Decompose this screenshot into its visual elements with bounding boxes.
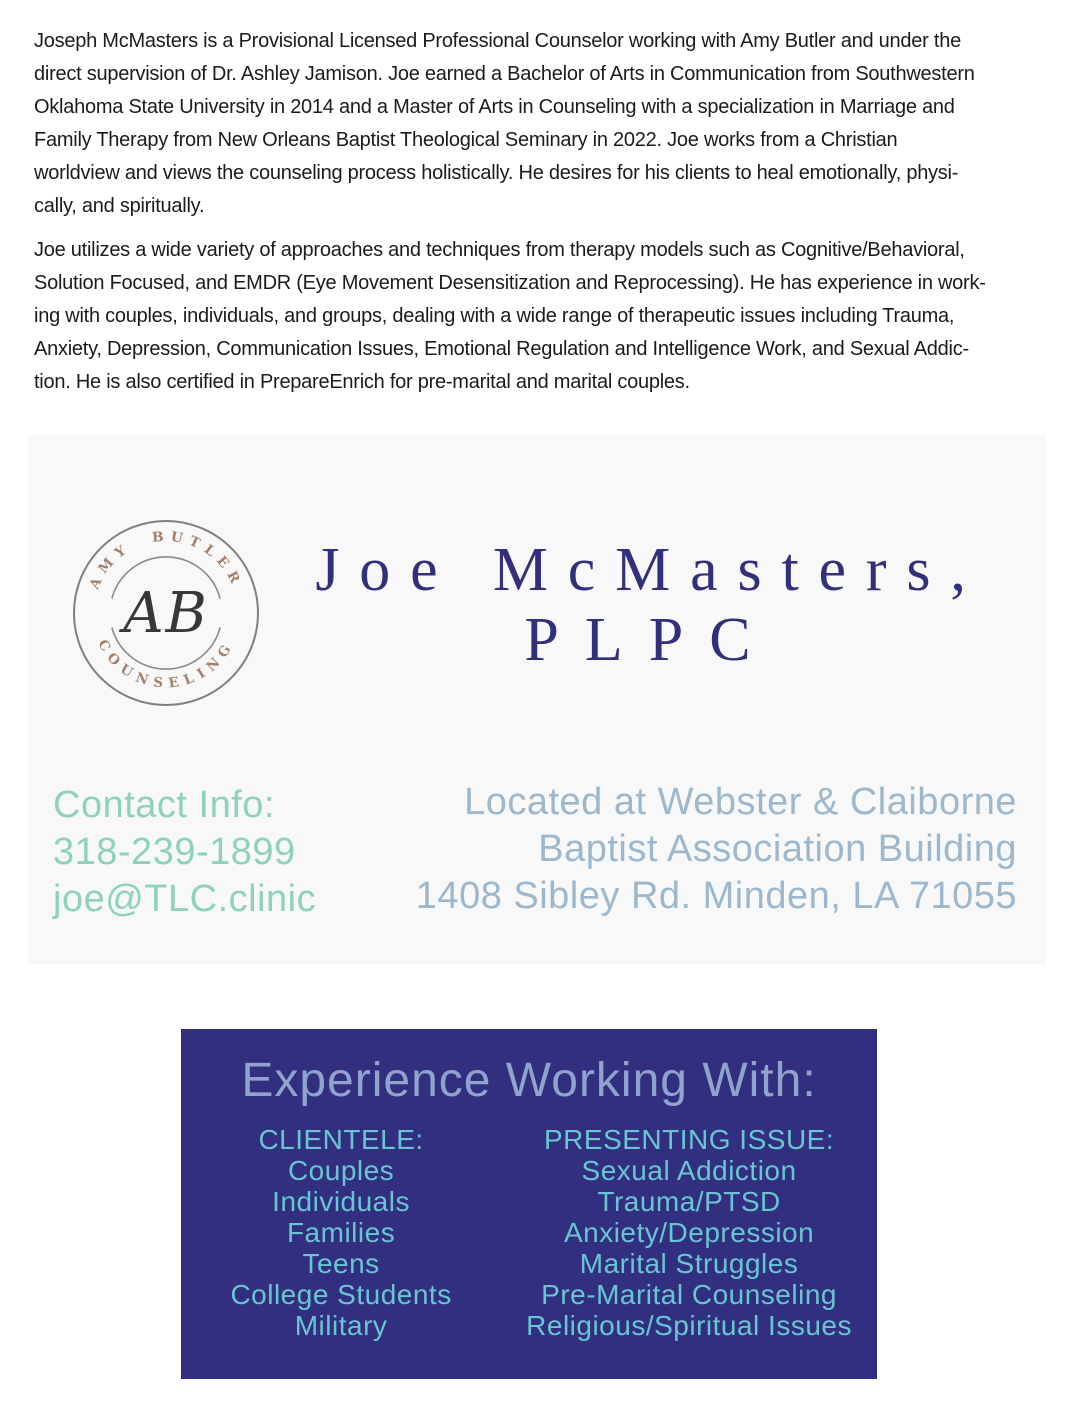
logo-badge-icon [72,519,260,707]
text-line: ing with couples, individuals, and groups, dealing with a wide range of therapeutic issues including Trauma, [34,305,955,327]
experience-box [181,1029,877,1379]
clientele-column [181,1124,501,1341]
text-line: Families [286,1217,396,1248]
contact-email: joe@TLC.clinic [53,878,317,920]
logo-initials: AB [123,581,209,646]
counselor-name-title [263,535,1038,675]
text-line: worldview and views the counseling process holistically. He desires for his clients to heal emotionally, physi- [34,162,959,184]
text-line: Joseph McMasters is a Provisional Licensed Professional Counselor working with Amy Butler and under the [34,30,961,52]
text-line: Individuals [272,1186,410,1217]
bio-section [0,0,1076,399]
experience-columns [181,1124,877,1341]
text-line: Anxiety, Depression, Communication Issues, Emotional Regulation and Intelligence Work, and Sexual Addic- [34,338,969,360]
clientele-header: CLIENTELE: [258,1124,424,1155]
location-address: 1408 Sibley Rd. Minden, LA 71055 [415,875,1017,917]
bio-paragraph-2 [34,234,1056,399]
text-line: Pre-Marital Counseling [541,1279,837,1310]
contact-info-block [53,782,316,923]
text-line: direct supervision of Dr. Ashley Jamison. Joe earned a Bachelor of Arts in Communication from Southwestern [34,63,975,85]
text-line: Solution Focused, and EMDR (Eye Movement Desensitization and Reprocessing). He has experience in work- [34,272,986,294]
text-line: Military [294,1310,388,1341]
text-line: Joe utilizes a wide variety of approaches and techniques from therapy models such as Cognitive/Behavioral, [34,239,965,261]
contact-phone: 318-239-1899 [53,831,296,873]
amy-butler-counseling-logo [72,519,260,707]
text-line: Marital Struggles [579,1248,799,1279]
business-card [28,435,1046,964]
text-line: Anxiety/Depression [563,1217,815,1248]
bio-paragraph-1 [34,25,1056,223]
text-line: Family Therapy from New Orleans Baptist Theological Seminary in 2022. Joe works from a Christian [34,129,898,151]
text-line: cally, and spiritually. [34,195,205,217]
text-line: Oklahoma State University in 2014 and a Master of Arts in Counseling with a specialization in Marriage and [34,96,955,118]
text-line: College Students [230,1279,452,1310]
presenting-issue-list [501,1155,877,1341]
experience-heading: Experience Working With: [241,1054,817,1107]
location-line: Baptist Association Building [538,828,1017,870]
presenting-issue-column [501,1124,877,1341]
text-line: tion. He is also certified in PrepareEnrich for pre-marital and marital couples. [34,371,690,393]
location-line: Located at Webster & Claiborne [464,781,1017,823]
text-line: Teens [302,1248,380,1279]
counselor-name: Joe McMasters, [315,536,986,604]
text-line: Religious/Spiritual Issues [526,1310,852,1341]
logo-arc-bottom-text: COUNSELING [94,636,238,692]
contact-info-heading: Contact Info: [53,784,275,826]
text-line: Trauma/PTSD [597,1186,781,1217]
text-line: Couples [287,1155,395,1186]
clientele-list [181,1155,501,1341]
text-line: Sexual Addiction [581,1155,797,1186]
presenting-issue-header: PRESENTING ISSUE: [544,1124,835,1155]
counselor-credentials: PLPC [524,606,777,674]
logo-arc-top-text: AMY BUTLER [86,528,246,592]
location-block [416,779,1017,920]
